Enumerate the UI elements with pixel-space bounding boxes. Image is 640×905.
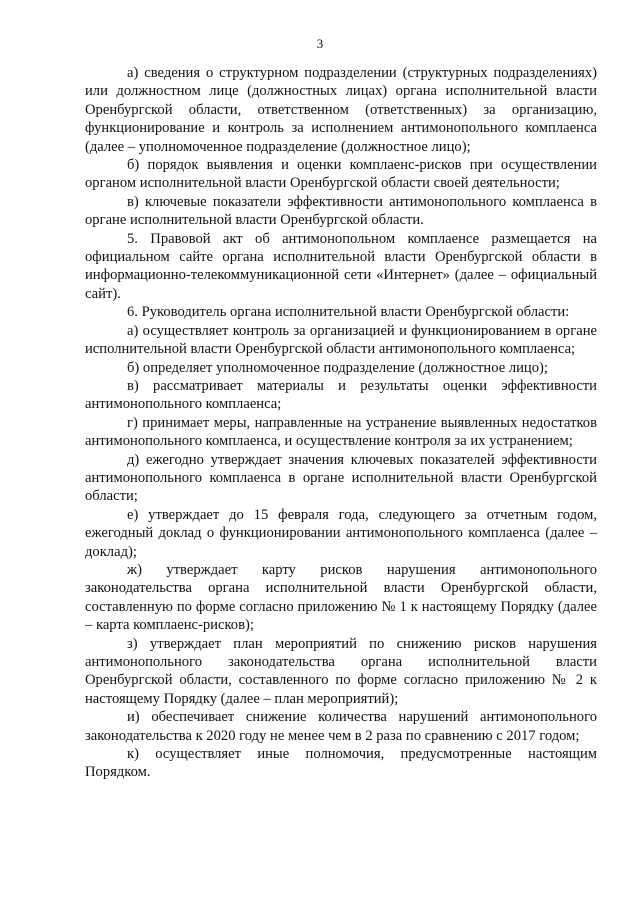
paragraph-1a: а) сведения о структурном подразделении (структурных подразделениях) или должностном лице (должностных лицах) органа исполнительной власти Оренбургской области, ответственном (ответственных) за организацию, функционирование и контроль за исполнением антимонопольного комплаенса (далее – уполномоченное подразделение (должностное лицо); (85, 65, 597, 155)
paragraph-6g: ж) утверждает карту рисков нарушения антимонопольного законодательства органа исполнительной власти Оренбургской области, составленную по форме согласно приложению № 1 к настоящему Порядку (далее – карта комплаенс-рисков); (85, 561, 597, 634)
paragraph-6: 6. Руководитель органа исполнительной власти Оренбургской области: (127, 304, 570, 321)
paragraph-6d: г) принимает меры, направленные на устранение выявленных недостатков антимонопольного комплаенса, и осуществление контроля за их устранением; (85, 414, 597, 450)
paragraph-1c: в) ключевые показатели эффективности антимонопольного комплаенса в органе исполнительной власти Оренбургской области. (85, 193, 597, 229)
paragraph-6e: д) ежегодно утверждает значения ключевых показателей эффективности антимонопольного комплаенса в органе исполнительной власти Оренбургской области; (85, 451, 597, 505)
paragraph-6f: е) утверждает до 15 февраля года, следующего за отчетным годом, ежегодный доклад о функционировании антимонопольного комплаенса (далее – доклад); (85, 506, 597, 560)
page-number: 3 (316, 36, 324, 51)
paragraph-6j: к) осуществляет иные полномочия, предусмотренные настоящим Порядком. (85, 746, 597, 781)
paragraph-6c: в) рассматривает материалы и результаты оценки эффективности антимонопольного комплаенса; (85, 377, 597, 413)
paragraph-6h: з) утверждает план мероприятий по снижению рисков нарушения антимонопольного законодательства органа исполнительной власти Оренбургской области, составленного по форме согласно приложению № 2 к настоящему Порядку (далее – план мероприятий); (85, 635, 597, 707)
paragraph-6i: и) обеспечивает снижение количества нарушений антимонопольного законодательства к 2020 году не менее чем в 2 раза по сравнению с 2017 годом; (85, 709, 597, 744)
paragraph-6a: а) осуществляет контроль за организацией и функционированием в органе исполнительной власти Оренбургской области антимонопольного комплаенса; (85, 322, 597, 358)
paragraph-1b: б) порядок выявления и оценки комплаенс-рисков при осуществлении органом исполнительной власти Оренбургской области своей деятельности; (85, 157, 597, 192)
paragraph-5: 5. Правовой акт об антимонопольном комплаенсе размещается на официальном сайте органа исполнительной власти Оренбургской области в информационно-телекоммуникационной сети «Интернет» (далее – официальный сайт). (85, 230, 597, 302)
paragraph-6b: б) определяет уполномоченное подразделение (должностное лицо); (127, 359, 548, 376)
document-body (85, 64, 597, 782)
